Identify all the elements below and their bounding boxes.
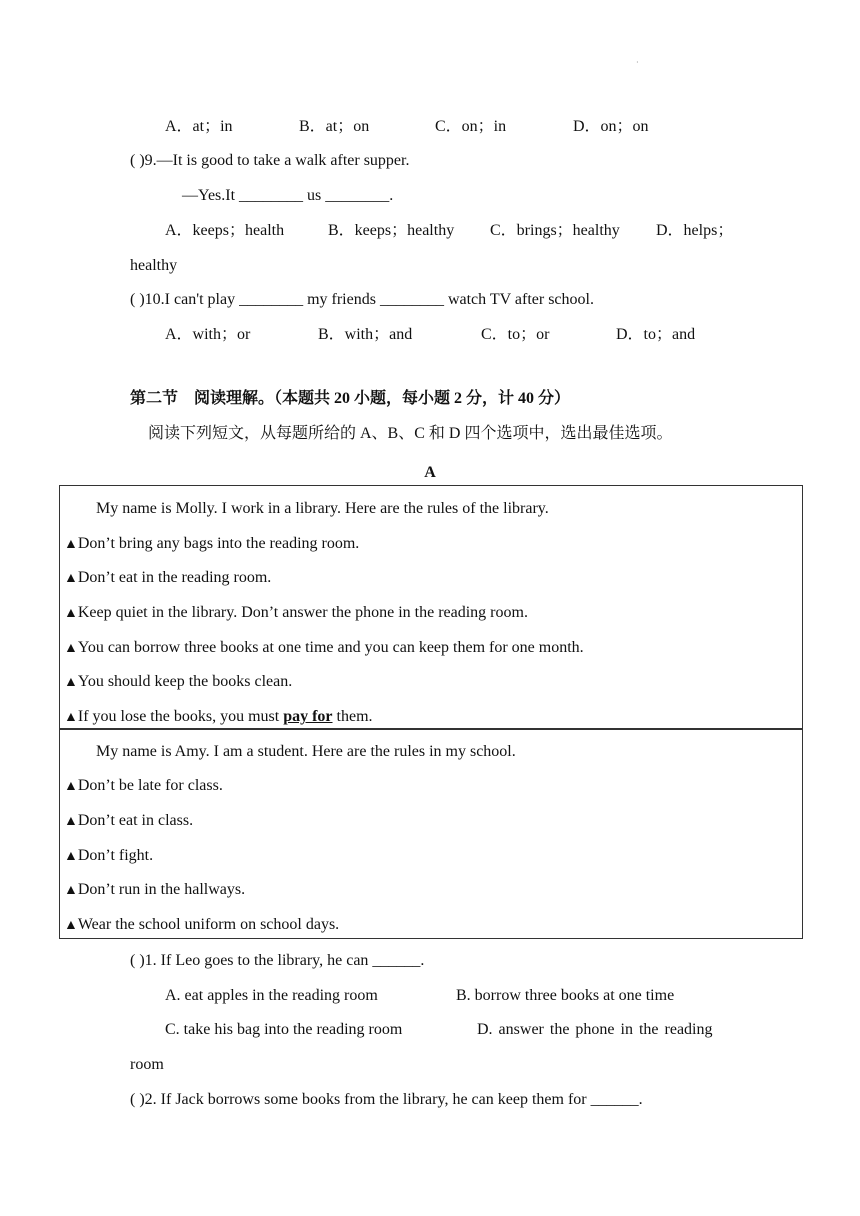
q10-stem: ( )10.I can't play ________ my friends ________ watch TV after school. [130,291,594,308]
q9-stem: ( )9.—It is good to take a walk after supper. [130,152,410,169]
q10-option-c: C．to；or [481,326,550,343]
school-rule: ▲Don’t fight. [64,847,154,864]
q8-option-a: A．at；in [165,118,233,135]
underlined-phrase: pay for [283,708,333,725]
triangle-bullet-icon: ▲ [64,675,78,690]
school-rule: ▲Don’t eat in class. [64,812,194,829]
triangle-bullet-icon: ▲ [64,606,78,621]
triangle-bullet-icon: ▲ [64,779,78,794]
rq1-option-wrap: room [130,1056,164,1073]
q8-option-d: D．on；on [573,118,649,135]
q8-option-b: B．at；on [299,118,370,135]
section-instruction: 阅读下列短文，从每题所给的 A、B、C 和 D 四个选项中，选出最佳选项。 [148,425,673,442]
library-rules-box [59,485,803,730]
library-rule: ▲Keep quiet in the library. Don’t answer the phone in the reading room. [64,604,528,621]
rq1-option-a: A. eat apples in the reading room [165,987,378,1004]
q10-option-d: D．to；and [616,326,696,343]
q9-option-a: A．keeps；health [165,222,285,239]
reading-question-2: ( )2. If Jack borrows some books from the library, he can keep them for ______. [130,1091,643,1108]
school-intro: My name is Amy. I am a student. Here are the rules in my school. [96,743,516,760]
library-rule: ▲Don’t eat in the reading room. [64,569,272,586]
reading-question-1: ( )1. If Leo goes to the library, he can ______. [130,952,425,969]
q9-option-wrap: healthy [130,257,178,274]
rq1-option-d: D. answer the phone in the reading [477,1021,713,1038]
school-rule: ▲Don’t be late for class. [64,777,223,794]
q9-option-b: B．keeps；healthy [328,222,455,239]
triangle-bullet-icon: ▲ [64,571,78,586]
q9-response: —Yes.It ________ us ________. [182,187,394,204]
q9-option-c: C．brings；healthy [490,222,620,239]
triangle-bullet-icon: ▲ [64,849,78,864]
library-intro: My name is Molly. I work in a library. Here are the rules of the library. [96,500,549,517]
school-rule: ▲Don’t run in the hallways. [64,881,246,898]
q10-option-b: B．with；and [318,326,413,343]
school-rules-box [59,728,803,939]
q9-option-d: D．helps； [656,222,734,239]
library-rule: ▲You should keep the books clean. [64,673,293,690]
passage-label: A [424,464,436,481]
library-rule: ▲If you lose the books, you must pay for them. [64,708,373,725]
triangle-bullet-icon: ▲ [64,641,78,656]
triangle-bullet-icon: ▲ [64,814,78,829]
library-rule: ▲Don’t bring any bags into the reading room. [64,535,360,552]
triangle-bullet-icon: ▲ [64,883,78,898]
rq1-option-b: B. borrow three books at one time [456,987,675,1004]
q10-option-a: A．with；or [165,326,251,343]
q8-option-c: C．on；in [435,118,507,135]
rq1-option-c: C. take his bag into the reading room [165,1021,403,1038]
library-rule: ▲You can borrow three books at one time and you can keep them for one month. [64,639,584,656]
page-mark: · [636,58,639,67]
school-rule: ▲Wear the school uniform on school days. [64,916,340,933]
section-title: 第二节 阅读理解。（本题共 20 小题，每小题 2 分，计 40 分） [130,390,571,407]
triangle-bullet-icon: ▲ [64,537,78,552]
triangle-bullet-icon: ▲ [64,918,78,933]
triangle-bullet-icon: ▲ [64,710,78,725]
